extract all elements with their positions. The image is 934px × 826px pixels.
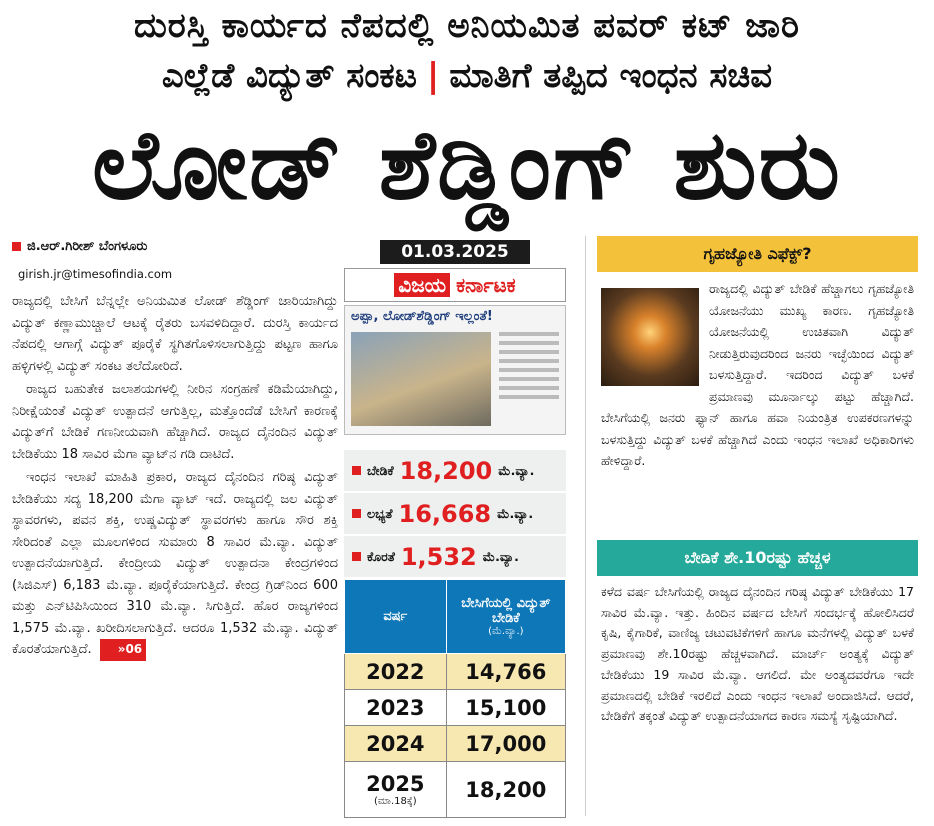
continued-marker: »06 [100, 639, 146, 661]
table-row [345, 762, 566, 818]
row-value: 15,100 [446, 690, 565, 726]
bulb-image-icon [601, 288, 699, 386]
byline-text: ಜಿ.ಆರ್.ಗಿರೀಶ್ ಬೆಂಗಳೂರು [27, 239, 148, 254]
box-body [597, 272, 918, 472]
box-text: ರಾಜ್ಯದಲ್ಲಿ ವಿದ್ಯುತ್ ಬೇಡಿಕೆ ಹೆಚ್ಚಾಗಲು ಗೃಹಜ್ಯೋತಿ ಯೋಜನೆಯು ಮುಖ್ಯ ಕಾರಣ. ಗೃಹಜ್ಯೋತಿ ಯೋಜನೆಯಲ್ಲಿ ಉಚಿತವಾಗಿ ವಿದ್ಯುತ್ ನೀಡುತ್ತಿರುವುದರಿಂದ ಜನರು ಇಚ್ಛೆಯಿಂದ ವಿದ್ಯುತ್ ಬಳಸುತ್ತಿದ್ದಾರೆ. ಇದರಿಂದ ವಿದ್ಯುತ್ ಬಳಕೆ ಪ್ರಮಾಣವು ಮೂರ್ನಾಲ್ಕು ಪಟ್ಟು ಹೆಚ್ಚಾಗಿದೆ. ಬೇಸಿಗೆಯಲ್ಲಿ ಜನರು ಫ್ಯಾನ್ ಹಾಗೂ ಹವಾ ನಿಯಂತ್ರಿತ ಉಪಕರಣಗಳನ್ನು ಬಳಸುತ್ತಿದ್ದು ವಿದ್ಯುತ್ ಬಳಕೆ ಹೆಚ್ಚಾಗಿದೆ ಎಂದು ಇಂಧನ ಇಲಾಖೆ ಅಧಿಕಾರಿಗಳು ಹೇಳಿದ್ದಾರೆ. [601, 281, 914, 468]
table-row [345, 726, 566, 762]
bullet-square-icon [352, 466, 361, 475]
subline-left: ಎಲ್ಲೆಡೆ ವಿದ್ಯುತ್ ಸಂಕಟ [161, 56, 417, 96]
article-paragraph-text: ಇಂಧನ ಇಲಾಖೆ ಮಾಹಿತಿ ಪ್ರಕಾರ, ರಾಜ್ಯದ ದೈನಂದಿನ ಗರಿಷ್ಠ ವಿದ್ಯುತ್ ಬೇಡಿಕೆಯು ಸದ್ಯ 18,200 ಮೆಗಾ ವ್ಯಾಟ್ ಇದೆ. ರಾಜ್ಯದಲ್ಲಿ ಜಲ ವಿದ್ಯುತ್ ಸ್ಥಾವರಗಳು, ಪವನ ಶಕ್ತಿ, ಉಷ್ಣವಿದ್ಯುತ್ ಸ್ಥಾವರಗಳು ಹಾಗೂ ಸೌರ ಶಕ್ತಿ ಸೇರಿದಂತೆ ಎಲ್ಲಾ ಮೂಲಗಳಿಂದ ಸುಮಾರು 8 ಸಾವಿರ ಮೆ.ವ್ಯಾ. ವಿದ್ಯುತ್ ಉತ್ಪಾದನೆಯಾಗುತ್ತಿದೆ. ಕೇಂದ್ರೀಯ ವಿದ್ಯುತ್ ಉತ್ಪಾದನಾ ಕೇಂದ್ರಗಳಿಂದ (ಸಿಜಿಎಸ್) 6,183 ಮೆ.ವ್ಯಾ. ಪೂರೈಕೆಯಾಗುತ್ತಿದೆ. ಕೇಂದ್ರ ಗ್ರಿಡ್‌ನಿಂದ 600 ಮತ್ತು ಎನ್‌ಟಿಪಿಸಿಯಿಂದ 310 ಮೆ.ವ್ಯಾ. ಸಿಗುತ್ತಿದೆ. ಹೊರ ರಾಜ್ಯಗಳಿಂದ 1,575 ಮೆ.ವ್ಯಾ. ಖರೀದಿಸಲಾಗುತ್ತಿದೆ. ಆದರೂ 1,532 ಮೆ.ವ್ಯಾ. ವಿದ್ಯುತ್ ಕೊರತೆಯಾಗುತ್ತಿದೆ. [12, 470, 338, 657]
stat-value: 18,200 [399, 456, 493, 485]
front-page-headline: ಅಪ್ಪಾ, ಲೋಡ್‌ಶೆಡ್ಡಿಂಗ್ ಇಲ್ಲಂತೆ! [351, 309, 493, 324]
masthead-left: ವಿಜಯ [394, 273, 450, 297]
stat-unit: ಮೆ.ವ್ಯಾ. [497, 505, 534, 521]
sidebar-box-gruhajyothi [597, 236, 918, 472]
headline-subline [0, 56, 934, 96]
article-paragraph: ರಾಜ್ಯದಲ್ಲಿ ಬೇಸಿಗೆ ಬೆನ್ನಲ್ಲೇ ಅನಿಯಮಿತ ಲೋಡ್ ಶೆಡ್ಡಿಂಗ್ ಜಾರಿಯಾಗಿದ್ದು ವಿದ್ಯುತ್ ಕಣ್ಣಾಮುಚ್ಚಾಲೆ ಆಟಕ್ಕೆ ರೈತರು ಬಸವಳಿದಿದ್ದಾರೆ. ದುರಸ್ತಿ ಕಾರ್ಯದ ನೆಪದಲ್ಲಿ ಆಗಾಗ್ಗೆ ವಿದ್ಯುತ್ ಪೂರೈಕೆ ಸ್ಥಗಿತಗೊಳಿಸಲಾಗುತ್ತಿದ್ದು ಪಟ್ಟಣ ಹಾಗೂ ಹಳ್ಳಿಗಳಲ್ಲಿ ವಿದ್ಯುತ್ ಸಂಕಟ ತಲೆದೋರಿದೆ. [12, 294, 338, 374]
row-year: 2022 [345, 654, 447, 690]
article-paragraph: ರಾಜ್ಯದ ಬಹುತೇಕ ಜಲಾಶಯಗಳಲ್ಲಿ ನೀರಿನ ಸಂಗ್ರಹಣೆ ಕಡಿಮೆಯಾಗಿದ್ದು, ನಿರೀಕ್ಷೆಯಂತೆ ವಿದ್ಯುತ್ ಉತ್ಪಾದನೆ ಆಗುತ್ತಿಲ್ಲ, ಮತ್ತೊಂದೆಡೆ ಬೇಸಿಗೆ ಕಾರಣಕ್ಕೆ ವಿದ್ಯುತ್‌ಗೆ ಬೇಡಿಕೆ ಗಣನೀಯವಾಗಿ ಹೆಚ್ಚಾಗಿದೆ. ರಾಜ್ಯದ ದೈನಂದಿನ ವಿದ್ಯುತ್ ಬೇಡಿಕೆಯು 18 ಸಾವಿರ ಮೆಗಾ ವ್ಯಾಟ್‌ನ ಗಡಿ ದಾಟಿದೆ. [12, 382, 338, 462]
bullet-square-icon [12, 242, 21, 251]
masthead-right: ಕರ್ನಾಟಕ [456, 273, 516, 297]
row-year: 2023 [345, 690, 447, 726]
row-note: (ಮಾ.18ಕ್ಕೆ) [374, 796, 417, 807]
row-year-cell [345, 762, 447, 818]
front-page-photo [351, 332, 491, 426]
subline-separator: | [426, 56, 440, 96]
stat-shortage [344, 536, 566, 577]
box-title: ಬೇಡಿಕೆ ಶೇ.10ರಷ್ಟು ಹೆಚ್ಚಳ [597, 540, 918, 576]
masthead [344, 268, 566, 302]
clipping-date: 01.03.2025 [380, 240, 530, 264]
stat-unit: ಮೆ.ವ್ಯಾ. [498, 462, 535, 478]
stat-value: 1,532 [400, 542, 477, 571]
demand-table [344, 579, 566, 818]
byline [12, 236, 338, 258]
header-year: ವರ್ಷ [345, 580, 447, 654]
stat-value: 16,668 [398, 499, 492, 528]
box-text: ಕಳೆದ ವರ್ಷ ಬೇಸಿಗೆಯಲ್ಲಿ ರಾಜ್ಯದ ದೈನಂದಿನ ಗರಿಷ್ಠ ವಿದ್ಯುತ್ ಬೇಡಿಕೆಯು 17 ಸಾವಿರ ಮೆ.ವ್ಯಾ. ಇತ್ತು. ಹಿಂದಿನ ವರ್ಷದ ಬೇಸಿಗೆ ಸಂದರ್ಭಕ್ಕೆ ಹೋಲಿಸಿದರೆ ಕೃಷಿ, ಕೈಗಾರಿಕೆ, ವಾಣಿಜ್ಯ ಚಟುವಟಿಕೆಗಳಿಗೆ ಹಾಗೂ ಮನೆಗಳಲ್ಲಿ ವಿದ್ಯುತ್ ಬಳಕೆ ಪ್ರಮಾಣವು ಶೇ.10ರಷ್ಟು ಹೆಚ್ಚಳವಾಗಿದೆ. ಮಾರ್ಚ್ ಅಂತ್ಯಕ್ಕೆ ವಿದ್ಯುತ್ ಬೇಡಿಕೆಯು 19 ಸಾವಿರ ಮೆ.ವ್ಯಾ. ಆಗಲಿದೆ. ಮೇ ಅಂತ್ಯದವರೆಗೂ ಇದೇ ಪ್ರಮಾಣದಲ್ಲಿ ಬೇಡಿಕೆ ಇರಲಿದೆ ಎಂದು ಇಂಧನ ಇಲಾಖೆ ಅಂದಾಜಿಸಿದೆ. ಆದರೆ, ಬೇಡಿಕೆಗೆ ತಕ್ಕಂತೆ ವಿದ್ಯುತ್ ಉತ್ಪಾದನೆಯಾಗದ ಕಾರಣ ಸಮಸ್ಯೆ ಸೃಷ್ಟಿಯಾಗಿದೆ. [601, 584, 914, 724]
article-paragraph [12, 467, 338, 661]
stat-label: ಬೇಡಿಕೆ [367, 462, 394, 478]
power-stats [344, 450, 566, 579]
row-value: 17,000 [446, 726, 565, 762]
main-article [12, 236, 338, 663]
stat-label: ಕೊರತೆ [367, 548, 395, 564]
stat-label: ಲಭ್ಯತೆ [367, 505, 393, 521]
header-demand [446, 580, 565, 654]
front-page-text-lines [499, 332, 559, 404]
bullet-square-icon [352, 552, 361, 561]
stat-unit: ಮೆ.ವ್ಯಾ. [482, 548, 519, 564]
column-divider [585, 236, 586, 816]
row-value: 18,200 [446, 762, 565, 818]
author-email[interactable]: girish.jr@timesofindia.com [18, 266, 173, 281]
row-year: 2025 [366, 772, 425, 796]
bullet-square-icon [352, 509, 361, 518]
sidebar-box-demand-rise [597, 540, 918, 727]
row-year: 2024 [345, 726, 447, 762]
headline-kicker: ದುರಸ್ತಿ ಕಾರ್ಯದ ನೆಪದಲ್ಲಿ ಅನಿಯಮಿತ ಪವರ್ ಕಟ್ ಜಾರಿ [133, 6, 800, 46]
header-demand-text: ಬೇಸಿಗೆಯಲ್ಲಿ ವಿದ್ಯುತ್ ಬೇಡಿಕೆ [461, 596, 551, 626]
main-headline: ಲೋಡ್ ಶೆಡ್ಡಿಂಗ್ ಶುರು [92, 109, 842, 221]
table-row [345, 654, 566, 690]
front-page-thumbnail [344, 305, 566, 435]
box-title: ಗೃಹಜ್ಯೋತಿ ಎಫೆಕ್ಟ್? [597, 236, 918, 272]
header-unit: (ಮೆ.ವ್ಯಾ.) [488, 626, 524, 637]
table-row [345, 690, 566, 726]
table-header [345, 580, 566, 654]
subline-right: ಮಾತಿಗೆ ತಪ್ಪಿದ ಇಂಧನ ಸಚಿವ [449, 56, 773, 96]
stat-demand [344, 450, 566, 491]
row-value: 14,766 [446, 654, 565, 690]
newspaper-clipping [344, 240, 566, 445]
stat-availability [344, 493, 566, 534]
